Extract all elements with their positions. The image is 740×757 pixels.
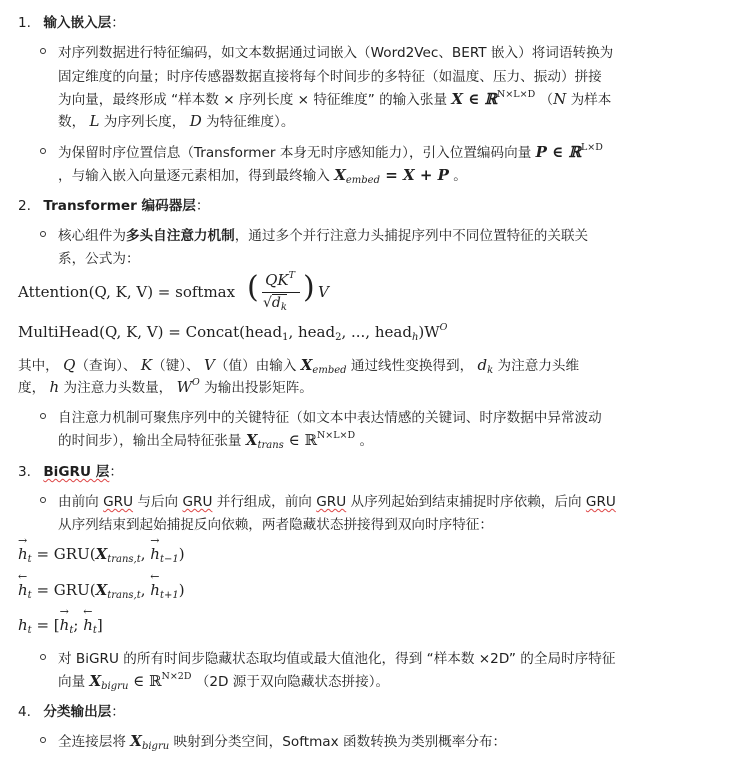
math: X (95, 581, 108, 599)
paragraph-line: 系，公式为： (58, 251, 140, 267)
section-1-heading (18, 11, 125, 31)
bold-text: 多头自注意力机制 (125, 228, 235, 244)
math: X (245, 431, 258, 449)
math: V (204, 356, 215, 374)
bullet-icon (40, 48, 46, 54)
list-number: 2. (18, 198, 31, 214)
math-sub: t (92, 625, 97, 636)
math-sup: L×D (580, 142, 603, 153)
right-arrow-icon: → (59, 605, 69, 618)
text: 度， (18, 380, 46, 396)
math: K (140, 356, 153, 374)
math: Attention(Q, K, V) = softmax (18, 283, 236, 301)
text: 与后向 (133, 494, 183, 510)
section-title: Transformer 编码器层 (43, 198, 196, 214)
math: d (477, 356, 488, 374)
multihead-equation (18, 322, 447, 343)
text: 通过线性变换得到， (346, 358, 474, 374)
math-sub: 1 (282, 332, 289, 343)
math: , head (288, 323, 336, 341)
text: GRU (182, 494, 213, 510)
text: 核心组件为 (58, 228, 126, 244)
backward-gru-equation (18, 570, 185, 601)
math: V (318, 283, 329, 301)
bullet-icon (40, 497, 46, 503)
math-sub: bigru (141, 741, 170, 752)
paragraph-line (58, 730, 506, 752)
math-sup: T (288, 270, 295, 281)
list-number: 3. (18, 464, 31, 480)
text: 为样本 (566, 92, 612, 108)
text: 为保留时序位置信息（Transformer 本身无时序感知能力），引入位置编码向量 (58, 145, 532, 161)
right-paren: ) (303, 270, 315, 305)
math: ) (178, 581, 185, 599)
math-sub: t (27, 625, 32, 636)
math-sub: k (487, 365, 494, 376)
text: GRU (103, 494, 134, 510)
paragraph-line (58, 224, 588, 244)
math: X (89, 672, 102, 690)
paragraph-line: 对序列数据进行特征编码，如文本数据通过词嵌入（Word2Vec、BERT 嵌入）将词语转换为 (58, 45, 614, 61)
colon: ： (111, 15, 125, 31)
text: 为序列长度， (99, 114, 186, 130)
paragraph-line (58, 88, 611, 108)
math-sup: N×L×D (497, 89, 536, 100)
paragraph-line (58, 141, 603, 161)
math: d (271, 295, 281, 311)
concat-equation (18, 605, 103, 636)
math-sup: N×2D (161, 671, 192, 682)
forward-gru-equation (18, 534, 185, 565)
fraction-numerator (258, 270, 302, 289)
text: 的时间步），输出全局特征张量 (58, 433, 242, 449)
math: X (300, 356, 313, 374)
math: X (130, 732, 142, 750)
text: （ (539, 92, 554, 108)
math: = X + P (379, 166, 449, 184)
math: QK (265, 271, 289, 289)
colon: ： (111, 704, 125, 720)
text: ，与输入嵌入向量逐元素相加，得到最终输入 (58, 168, 330, 184)
math-sub: k (280, 302, 287, 313)
text: 映射到分类空间，Softmax 函数转换为类别概率分布： (169, 734, 507, 750)
math: h (59, 616, 70, 634)
colon: ： (109, 464, 123, 480)
math: L (89, 112, 100, 130)
paragraph-line (58, 164, 467, 186)
text: 全连接层将 (58, 734, 126, 750)
text: 。 (359, 433, 374, 449)
left-arrow-icon: ← (150, 570, 160, 583)
math-sub: embed (345, 175, 380, 186)
math: , (140, 581, 151, 599)
math-sub: t (69, 625, 74, 636)
math: h (18, 581, 28, 599)
colon: ： (195, 198, 210, 214)
math-sup: O (439, 322, 448, 333)
section-title: 分类输出层 (43, 704, 112, 720)
attention-equation (18, 283, 235, 301)
left-arrow-icon: ← (18, 570, 28, 583)
math: = [ (31, 616, 60, 634)
math-sub: t−1 (159, 554, 179, 565)
math: X (95, 545, 108, 563)
fraction-bar (262, 292, 300, 293)
math: h (18, 545, 28, 563)
math-sub: embed (312, 365, 347, 376)
paragraph-line: 对 BiGRU 的所有时间步隐藏状态取均值或最大值池化，得到 “样本数 ×2D” 的全局时序特征 (58, 651, 616, 667)
paragraph-line (58, 670, 389, 692)
math: h (18, 616, 28, 634)
math: X ∈ ℝ (451, 90, 498, 108)
math-sub: trans,t (107, 590, 141, 601)
math-sub: 2 (335, 332, 342, 343)
math: N (553, 90, 567, 108)
text: （值）由输入 (214, 358, 297, 374)
math: , ..., head (341, 323, 412, 341)
section-2-heading (18, 194, 209, 214)
math: , (140, 545, 151, 563)
paragraph-line (18, 376, 313, 396)
math: h (49, 378, 60, 396)
math-sub: trans (257, 440, 284, 451)
math: ] (96, 616, 103, 634)
bullet-icon (40, 737, 46, 743)
math: MultiHead(Q, K, V) = Concat(head (18, 323, 283, 341)
text: 向量 (58, 674, 86, 690)
math-sup: O (192, 377, 200, 388)
math: = GRU( (31, 545, 96, 563)
math: ) (178, 545, 185, 563)
text: GRU (316, 494, 347, 510)
text: （键）、 (152, 358, 200, 374)
paragraph-line (18, 354, 579, 376)
right-arrow-icon: → (18, 534, 28, 547)
text: GRU (585, 494, 616, 510)
fraction-denominator: $√d_k$ (263, 295, 287, 313)
paragraph-line: 固定维度的向量；时序传感器数据直接将每个时间步的多特征（如温度、压力、振动）拼接 (58, 69, 602, 85)
math: = GRU( (31, 581, 96, 599)
paragraph-line (58, 110, 294, 130)
paragraph-line: 自注意力机制可聚焦序列中的关键特征（如文本中表达情感的关键词、时序数据中异常波动 (58, 410, 602, 426)
math: W (176, 378, 193, 396)
text: 为注意力头数量， (59, 380, 173, 396)
text: 为向量，最终形成 “样本数 × 序列长度 × 特征维度” 的输入张量 (58, 92, 448, 108)
math-sub: h (411, 332, 419, 343)
bullet-icon (40, 413, 46, 419)
text: 并行组成，前向 (212, 494, 317, 510)
math-sub: bigru (101, 681, 129, 692)
math: ∈ ℝ (283, 431, 317, 449)
right-arrow-icon: → (150, 534, 160, 547)
bullet-icon (40, 654, 46, 660)
section-title: BiGRU 层 (43, 464, 110, 480)
text: 为注意力头维 (493, 358, 580, 374)
text: 为特征维度）。 (201, 114, 295, 130)
text: 由前向 (58, 494, 104, 510)
math-sub: t (27, 590, 32, 601)
section-4-heading (18, 700, 125, 720)
math-sup: N×L×D (316, 430, 356, 441)
paragraph-line (58, 429, 373, 451)
math-sub: t (27, 554, 32, 565)
left-arrow-icon: ← (83, 605, 93, 618)
math: ∈ ℝ (128, 672, 162, 690)
math: h (83, 616, 93, 634)
math: )W (418, 323, 440, 341)
list-number: 4. (18, 704, 31, 720)
text: ，通过多个并行注意力头捕捉序列中不同位置特征的关联关 (234, 228, 589, 244)
text: 数， (58, 114, 86, 130)
math-sub: t+1 (159, 590, 179, 601)
text: 为输出投影矩阵。 (199, 380, 313, 396)
left-paren: ( (247, 270, 259, 305)
bullet-icon (40, 231, 46, 237)
math: h (150, 545, 160, 563)
paragraph-line: 从序列结束到起始捕捉反向依赖，两者隐藏状态拼接得到双向时序特征： (58, 517, 493, 533)
text: （2D 源于双向隐藏状态拼接）。 (195, 674, 390, 690)
bullet-icon (40, 148, 46, 154)
math: ; (73, 616, 84, 634)
math: X (334, 166, 346, 184)
section-3-heading (18, 460, 123, 480)
paragraph-line (58, 490, 616, 510)
math: h (150, 581, 160, 599)
math-sub: trans,t (107, 554, 141, 565)
text: 。 (453, 168, 467, 184)
math: Q (63, 356, 76, 374)
text: 其中， (18, 358, 59, 374)
list-number: 1. (18, 15, 31, 31)
text: 从序列起始到结束捕捉时序依赖，后向 (346, 494, 586, 510)
section-title: 输入嵌入层 (43, 15, 112, 31)
math: P ∈ ℝ (535, 143, 581, 161)
math: D (189, 112, 202, 130)
text: （查询）、 (75, 358, 137, 374)
